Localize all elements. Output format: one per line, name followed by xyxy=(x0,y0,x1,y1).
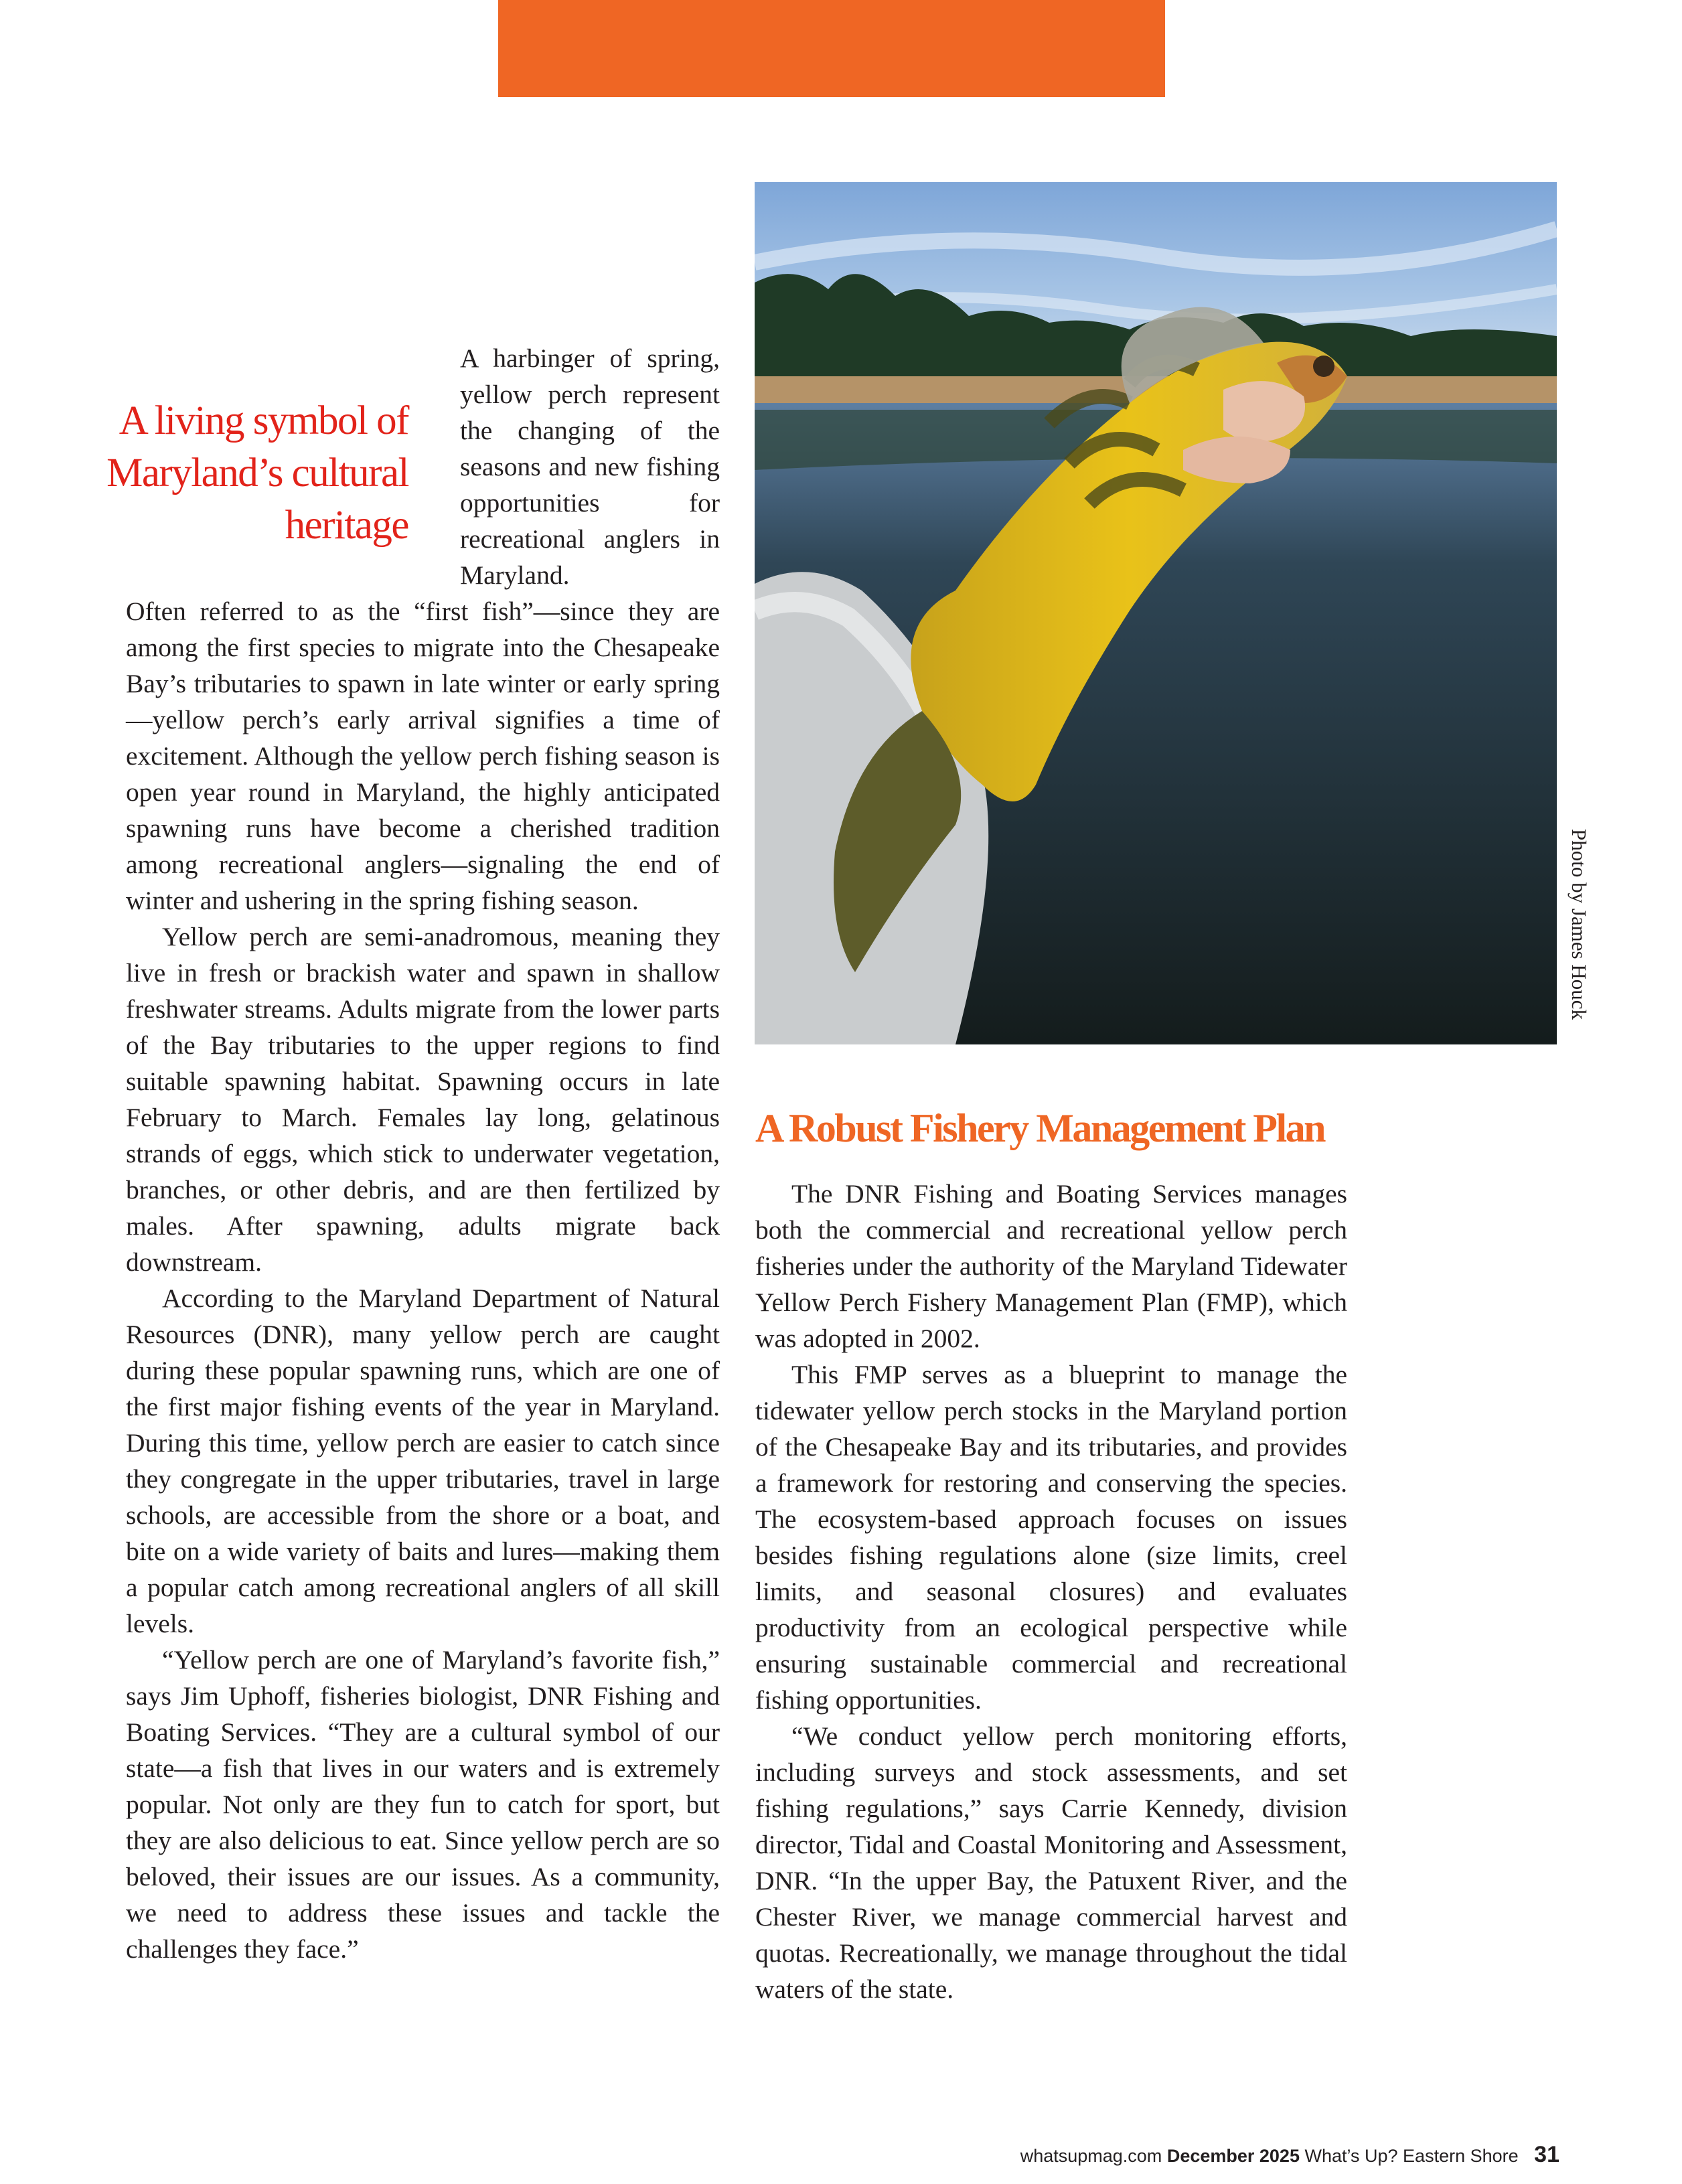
paragraph: This FMP serves as a blueprint to manage the tidewater yellow perch stocks in the Maryland portion of the Chesapeake Bay and its tributaries, and provides a framework for restoring and conserving the species. The ecosystem-based approach focuses on issues besides fishing regulations alone (size limits, creel limits, and seasonal closures) and evaluates productivity from an ecological perspective while ensuring sustainable commercial and recreational fishing opportunities. xyxy=(755,1360,1347,1715)
photo-credit: Photo by James Houck xyxy=(1568,829,1591,1020)
left-column xyxy=(126,593,720,1967)
intro-text: A harbinger of spring, yellow perch represent the changing of the seasons and new fishing opportunities for recreational anglers in Maryland. xyxy=(460,343,720,590)
paragraph: Often referred to as the “first fish”—since they are among the first species to migrate into the Chesapeake Bay’s tributaries to spawn in late winter or early spring—yellow perch’s early arrival signifies a time of excitement. Although the yellow perch fishing season is open year round in Maryland, the highly anticipated spawning runs have become a cherished tradition among recreational anglers—signaling the end of winter and ushering in the spring fishing season. xyxy=(126,597,720,915)
page-number: 31 xyxy=(1534,2142,1559,2167)
section-heading: A Robust Fishery Management Plan xyxy=(755,1106,1324,1150)
header-color-bar xyxy=(498,0,1165,97)
paragraph: According to the Maryland Department of Natural Resources (DNR), many yellow perch are caught during these popular spawning runs, which are one of the first major fishing events of the year in Maryland. During this time, yellow perch are easier to catch since they congregate in the upper tributaries, travel in large schools, are accessible from the shore or a boat, and bite on a wide variety of baits and lures—making them a popular catch among recreational anglers of all skill levels. xyxy=(126,1283,720,1638)
footer-issue: December 2025 xyxy=(1166,2146,1300,2166)
paragraph: Yellow perch are semi-anadromous, meaning they live in fresh or brackish water and spawn in shallow freshwater streams. Adults migrate from the lower parts of the Bay tributaries to the upper regions to find suitable spawning habitat. Spawning occurs in late February to March. Females lay long, gelatinous strands of eggs, which stick to underwater vegetation, branches, or other debris, and are then fertilized by males. After spawning, adults migrate back downstream. xyxy=(126,922,720,1277)
pull-quote: A living symbol of Maryland’s cultural heritage xyxy=(106,398,408,548)
intro-paragraph xyxy=(460,340,720,593)
paragraph: “Yellow perch are one of Maryland’s favorite fish,” says Jim Uphoff, fisheries biologist, DNR Fishing and Boating Services. “They are a cultural symbol of our state—a fish that lives in our waters and is extremely popular. Not only are they fun to catch for sport, but they are also delicious to eat. Since yellow perch are so beloved, their issues are our issues. As a community, we need to address these issues and tackle the challenges they face.” xyxy=(126,1645,720,1964)
paragraph: The DNR Fishing and Boating Services manages both the commercial and recreational yellow perch fisheries under the authority of the Maryland Tidewater Yellow Perch Fishery Management Plan (FMP), which was adopted in 2002. xyxy=(755,1179,1347,1353)
footer-publication: What’s Up? Eastern Shore xyxy=(1304,2146,1519,2166)
right-column xyxy=(755,1176,1347,2007)
paragraph: “We conduct yellow perch monitoring efforts, including surveys and stock assessments, and set fishing regulations,” says Carrie Kennedy, division director, Tidal and Coastal Monitoring and Assessment, DNR. “In the upper Bay, the Patuxent River, and the Chester River, we manage commercial harvest and quotas. Recreationally, we manage throughout the tidal waters of the state. xyxy=(755,1721,1347,2004)
page-footer xyxy=(1020,2141,1559,2169)
footer-site[interactable]: whatsupmag.com xyxy=(1020,2146,1162,2166)
yellow-perch-photo xyxy=(755,182,1557,1044)
